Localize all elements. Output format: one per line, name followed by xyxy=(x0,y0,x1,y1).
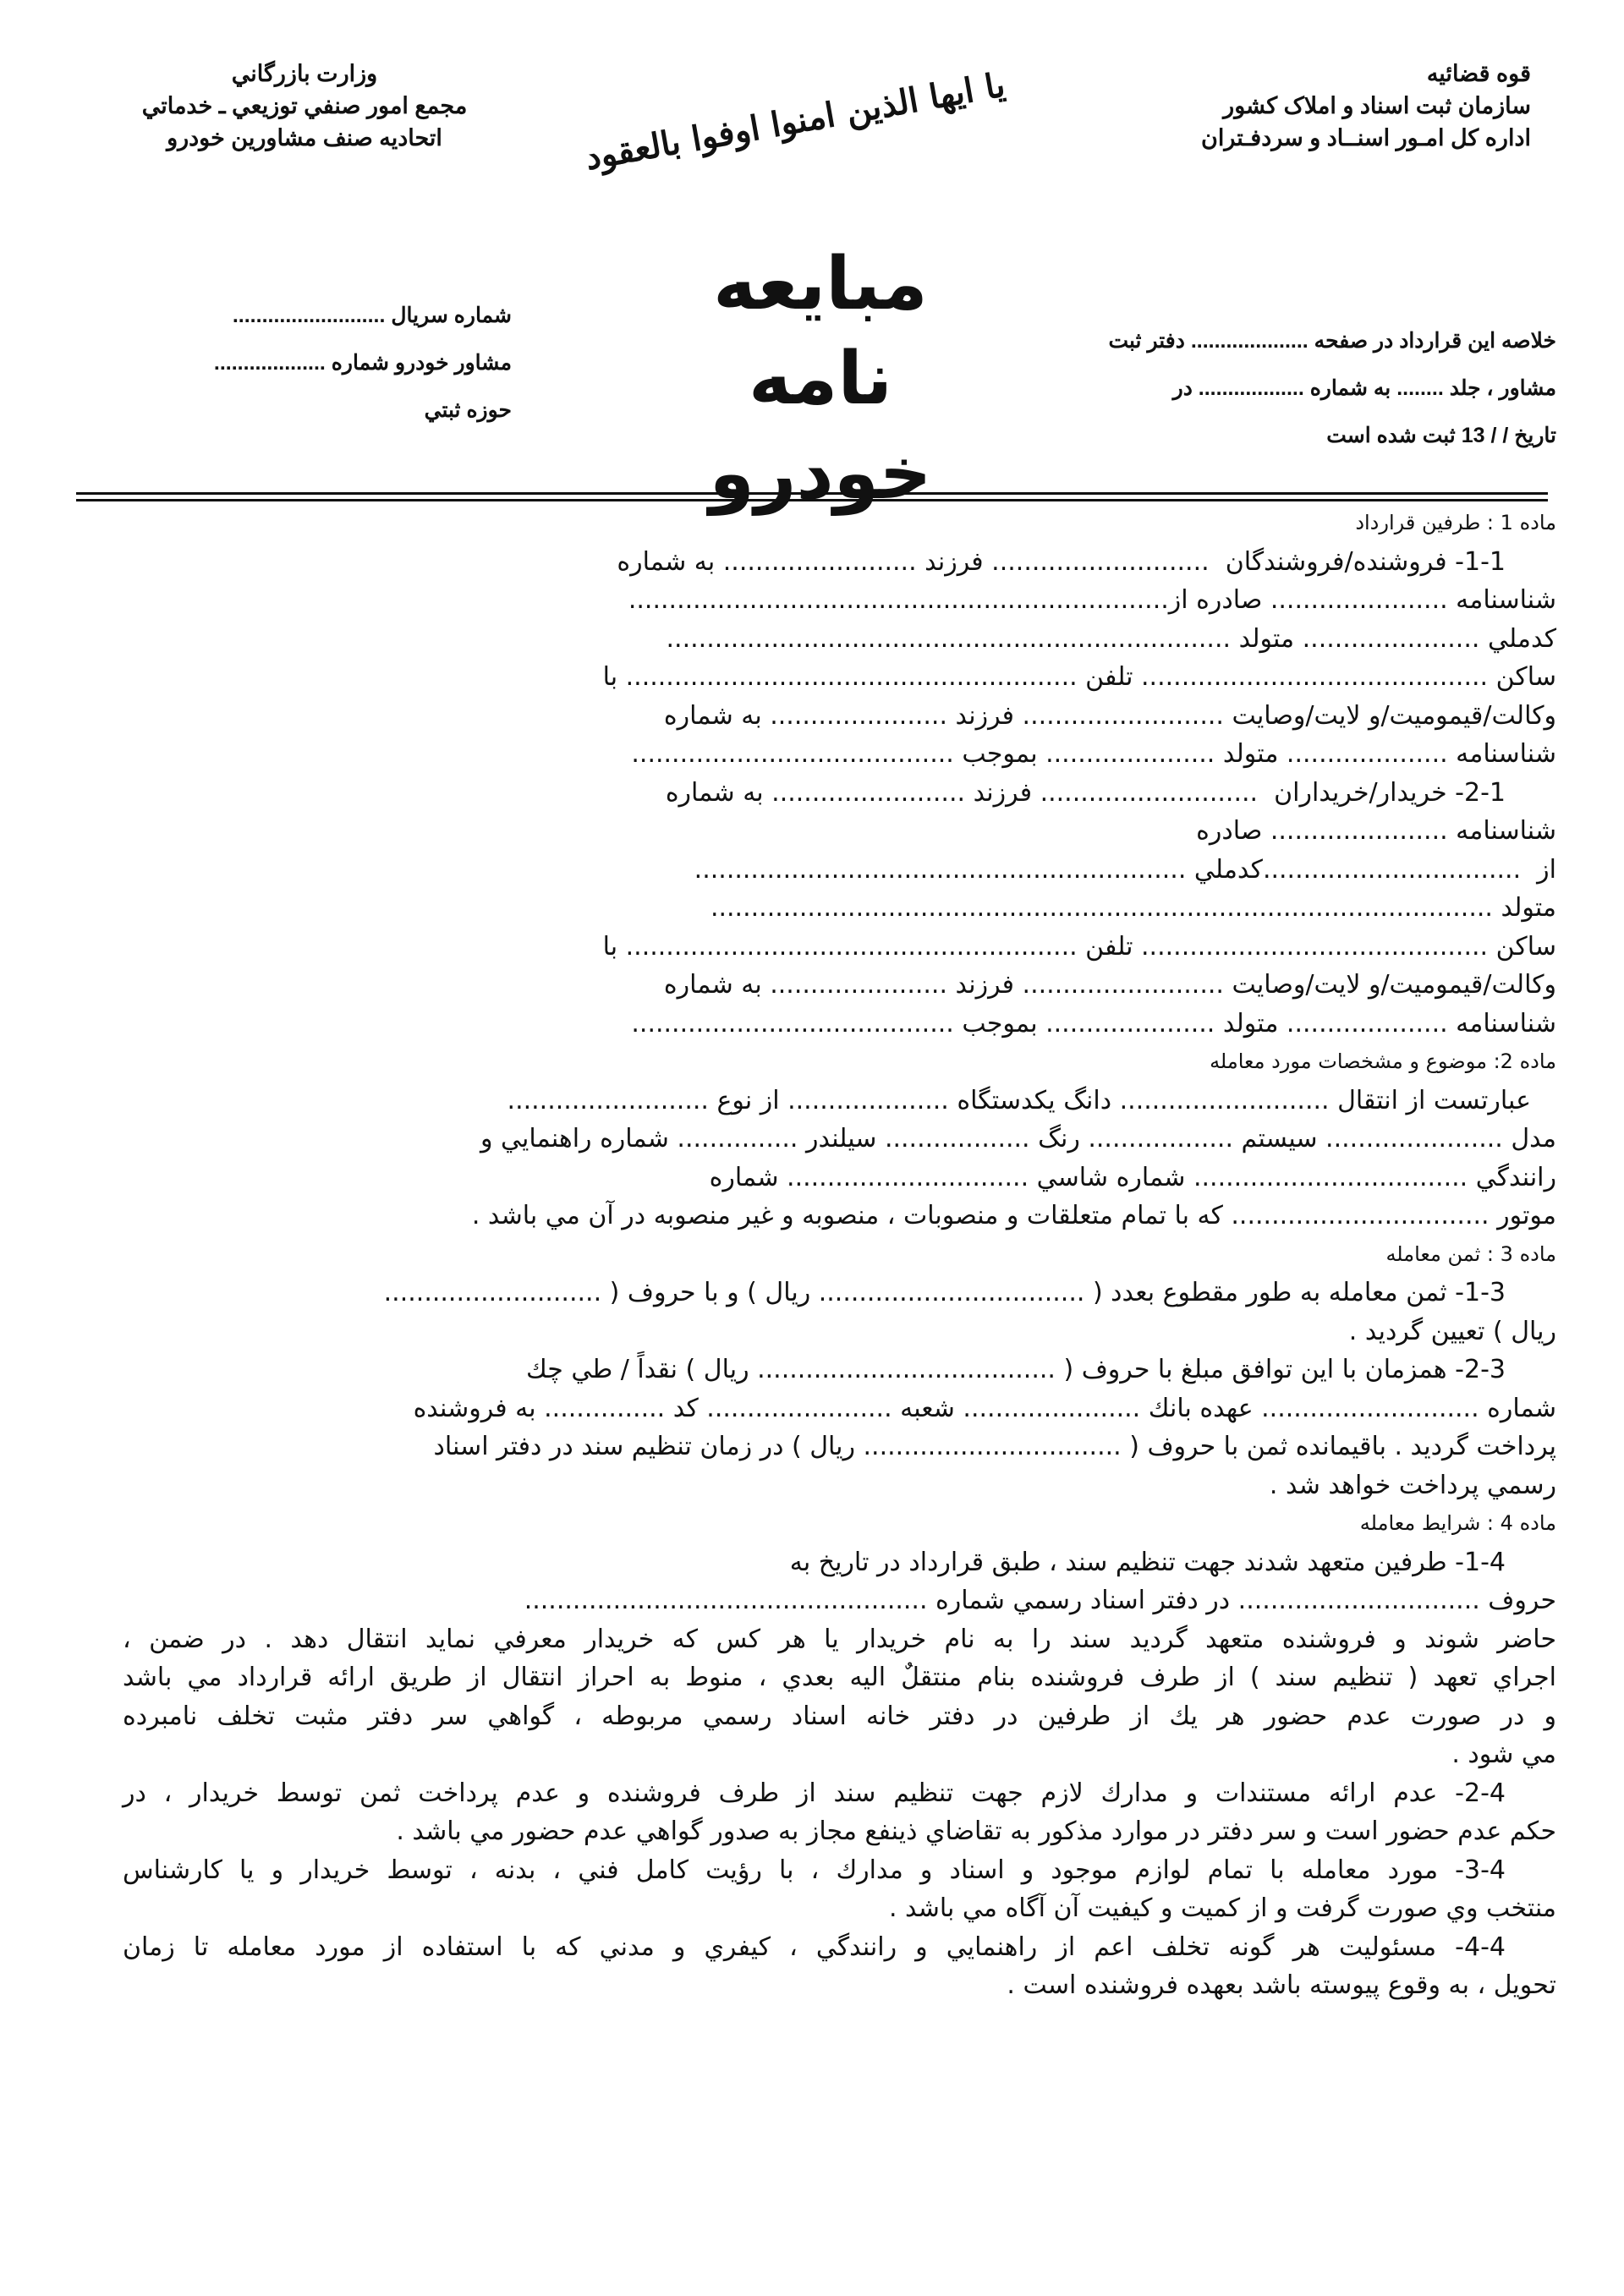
title-line-2: خودرو xyxy=(709,431,932,516)
header-left-line: وزارت بازرگاني xyxy=(231,61,378,86)
contract-line: شناسنامه .................... متولد ..................... بموجب ........................................ xyxy=(631,1008,1556,1038)
contract-line: حاضر شوند و فروشنده متعهد گرديد سند را به نام خريدار يا هر كس كه خريدار معرفي نمايد انتقال دهد . در ضمن ، xyxy=(123,1624,1556,1654)
contract-line: مي شود . xyxy=(1451,1740,1556,1769)
contract-line: 2-4- عدم ارائه مستندات و مدارك لازم جهت تنظيم سند از طرف فروشنده و عدم پرداخت ثمن توسط خريدار ، در xyxy=(123,1778,1506,1808)
contract-line: از ................................كدملي ............................................................. xyxy=(694,854,1556,885)
contract-line: متولد ................................................................................................. xyxy=(710,893,1556,923)
contract-line: منتخب وي صورت گرفت و از كميت و كيفيت آن آگاه مي باشد . xyxy=(888,1893,1556,1923)
divider-line xyxy=(76,499,1548,501)
article-heading: ماده 4 : شرايط معامله xyxy=(1359,1511,1556,1535)
contract-line: 4-4- مسئوليت هر گونه تخلف اعم از راهنمايي و رانندگي ، كيفري و مدني كه با استفاده از مورد معامله تا زمان xyxy=(123,1932,1506,1962)
header-left-block xyxy=(118,58,491,154)
serial-number-field: شماره سريال .......................... xyxy=(232,304,512,327)
contract-line: اجراي تعهد ( تنظيم سند ) از طرف فروشنده بنام منتقلٌ اليه بعدي ، منوط به احراز انتقال از طريق ارائه قرارداد مي باشد xyxy=(123,1663,1556,1692)
contract-line: 1-1- فروشنده/فروشندگان ........................... فرزند ........................ به شماره xyxy=(617,546,1506,577)
contract-line: 2-1- خريدار/خريداران ........................... فرزند ........................ به شماره xyxy=(665,777,1506,808)
contract-line: ساكن ........................................... تلفن ........................................................ با xyxy=(602,931,1556,962)
article-heading: ماده 3 : ثمن معامله xyxy=(1385,1241,1556,1266)
contract-line: رسمي پرداخت خواهد شد . xyxy=(1269,1470,1556,1500)
header-left-line: اتحاديه صنف مشاورين خودرو xyxy=(167,125,442,151)
header-right-block xyxy=(1201,58,1531,154)
contract-body xyxy=(123,504,1556,2005)
contract-line: تحويل ، به وقوع پيوسته باشد بعهده فروشنده است . xyxy=(1007,1970,1556,2000)
header-left-line: مجمع امور صنفي توزيعي ـ خدماتي xyxy=(141,93,468,118)
contract-line: شماره ........................... عهده بانك ...................... شعبه ....................... كد ............... به فروشنده xyxy=(413,1393,1556,1423)
contract-line: شناسنامه ...................... صادره xyxy=(1196,816,1556,846)
advisor-number-field: مشاور خودرو شماره ................... xyxy=(213,351,512,375)
contract-line: حروف .............................. در دفتر اسناد رسمي شماره .................................................. xyxy=(524,1586,1556,1615)
header-right-line: اداره کل امـور اسنــاد و سردفـتران xyxy=(1201,125,1531,151)
header-right-line: قوه قضائيه xyxy=(1426,61,1531,86)
title-line-1: مبايعه نامه xyxy=(713,242,928,421)
article-heading: ماده 1 : طرفين قرارداد xyxy=(1355,511,1556,534)
contract-line: شناسنامه ...................... صادره از................................................................... xyxy=(628,585,1556,615)
contract-line: موتور ................................ كه با تمام متعلقات و منصوبات ، منصوبه و غير منصوبه در آن مي باشد . xyxy=(471,1201,1556,1230)
registration-left-block xyxy=(140,292,512,434)
contract-line: رانندگي .................................. شماره شاسي .............................. شماره xyxy=(709,1162,1556,1192)
registration-date-line: تاريخ / / 13 ثبت شده است xyxy=(1326,424,1556,447)
contract-line: وكالت/قيموميت/و لايت/وصايت ......................... فرزند ...................... به شماره xyxy=(663,970,1556,1000)
contract-line: 3-4- مورد معامله با تمام لوازم موجود و اسناد و مدارك ، با رؤيت كامل فني ، بدنه ، توسط خريدار و يا كارشناس xyxy=(123,1855,1506,1885)
contract-line: 1-4- طرفين متعهد شدند جهت تنظيم سند ، طبق قرارداد در تاريخ به xyxy=(789,1547,1506,1577)
registration-line: خلاصه اين قرارداد در صفحه .................... دفتر ثبت xyxy=(1108,329,1556,353)
contract-line: 1-3- ثمن معامله به طور مقطوع بعدد ( ................................. ريال ) و با حروف ( ........................... xyxy=(383,1278,1506,1307)
registry-zone-field: حوزه ثبتي xyxy=(424,398,512,422)
contract-line: كدملي ...................... متولد ...................................................................... xyxy=(666,623,1556,654)
contract-line: 2-3- همزمان با اين توافق مبلغ با حروف ( ..................................... ريال ) نقداً / طي چك xyxy=(525,1355,1506,1384)
divider-line xyxy=(76,492,1548,495)
header-right-line: سازمان ثبت اسناد و املاک کشور xyxy=(1223,93,1531,118)
contract-line: مدل ...................... سيستم .................. رنگ .................. سيلندر ............... شماره راهنمايي و xyxy=(480,1124,1556,1153)
contract-line: و در صورت عدم حضور هر يك از طرفين در دفتر خانه اسناد رسمي مربوطه ، گواهي سر دفتر مثبت تخلف نامبرده xyxy=(123,1701,1556,1731)
contract-line: حكم عدم حضور است و سر دفتر در موارد مذكور به تقاضاي ذينفع مجاز به صدور گواهي عدم حضور مي باشد . xyxy=(396,1817,1556,1846)
contract-line: شناسنامه .................... متولد ..................... بموجب ........................................ xyxy=(631,739,1556,769)
article-heading: ماده 2: موضوع و مشخصات مورد معامله xyxy=(1210,1049,1556,1073)
contract-line: پرداخت گرديد . باقيمانده ثمن با حروف ( ................................ ريال ) در زمان تنظيم سند در دفتر اسناد xyxy=(433,1432,1556,1461)
contract-line: وكالت/قيموميت/و لايت/وصايت ......................... فرزند ...................... به شماره xyxy=(663,700,1556,731)
registration-right-block xyxy=(981,317,1556,459)
contract-line: عبارتست از انتقال .......................... دانگ يكدستگاه .................... از نوع ......................... xyxy=(507,1085,1531,1115)
registration-line: مشاور ، جلد ........ به شماره .................. در xyxy=(1172,376,1556,400)
quranic-verse: يا ايها الذين امنوا اوفوا بالعقود xyxy=(582,64,1008,178)
document-title xyxy=(643,237,998,521)
contract-line: ساكن ........................................... تلفن ........................................................ با xyxy=(602,662,1556,692)
contract-line: ريال ) تعيين گرديد . xyxy=(1348,1316,1556,1346)
